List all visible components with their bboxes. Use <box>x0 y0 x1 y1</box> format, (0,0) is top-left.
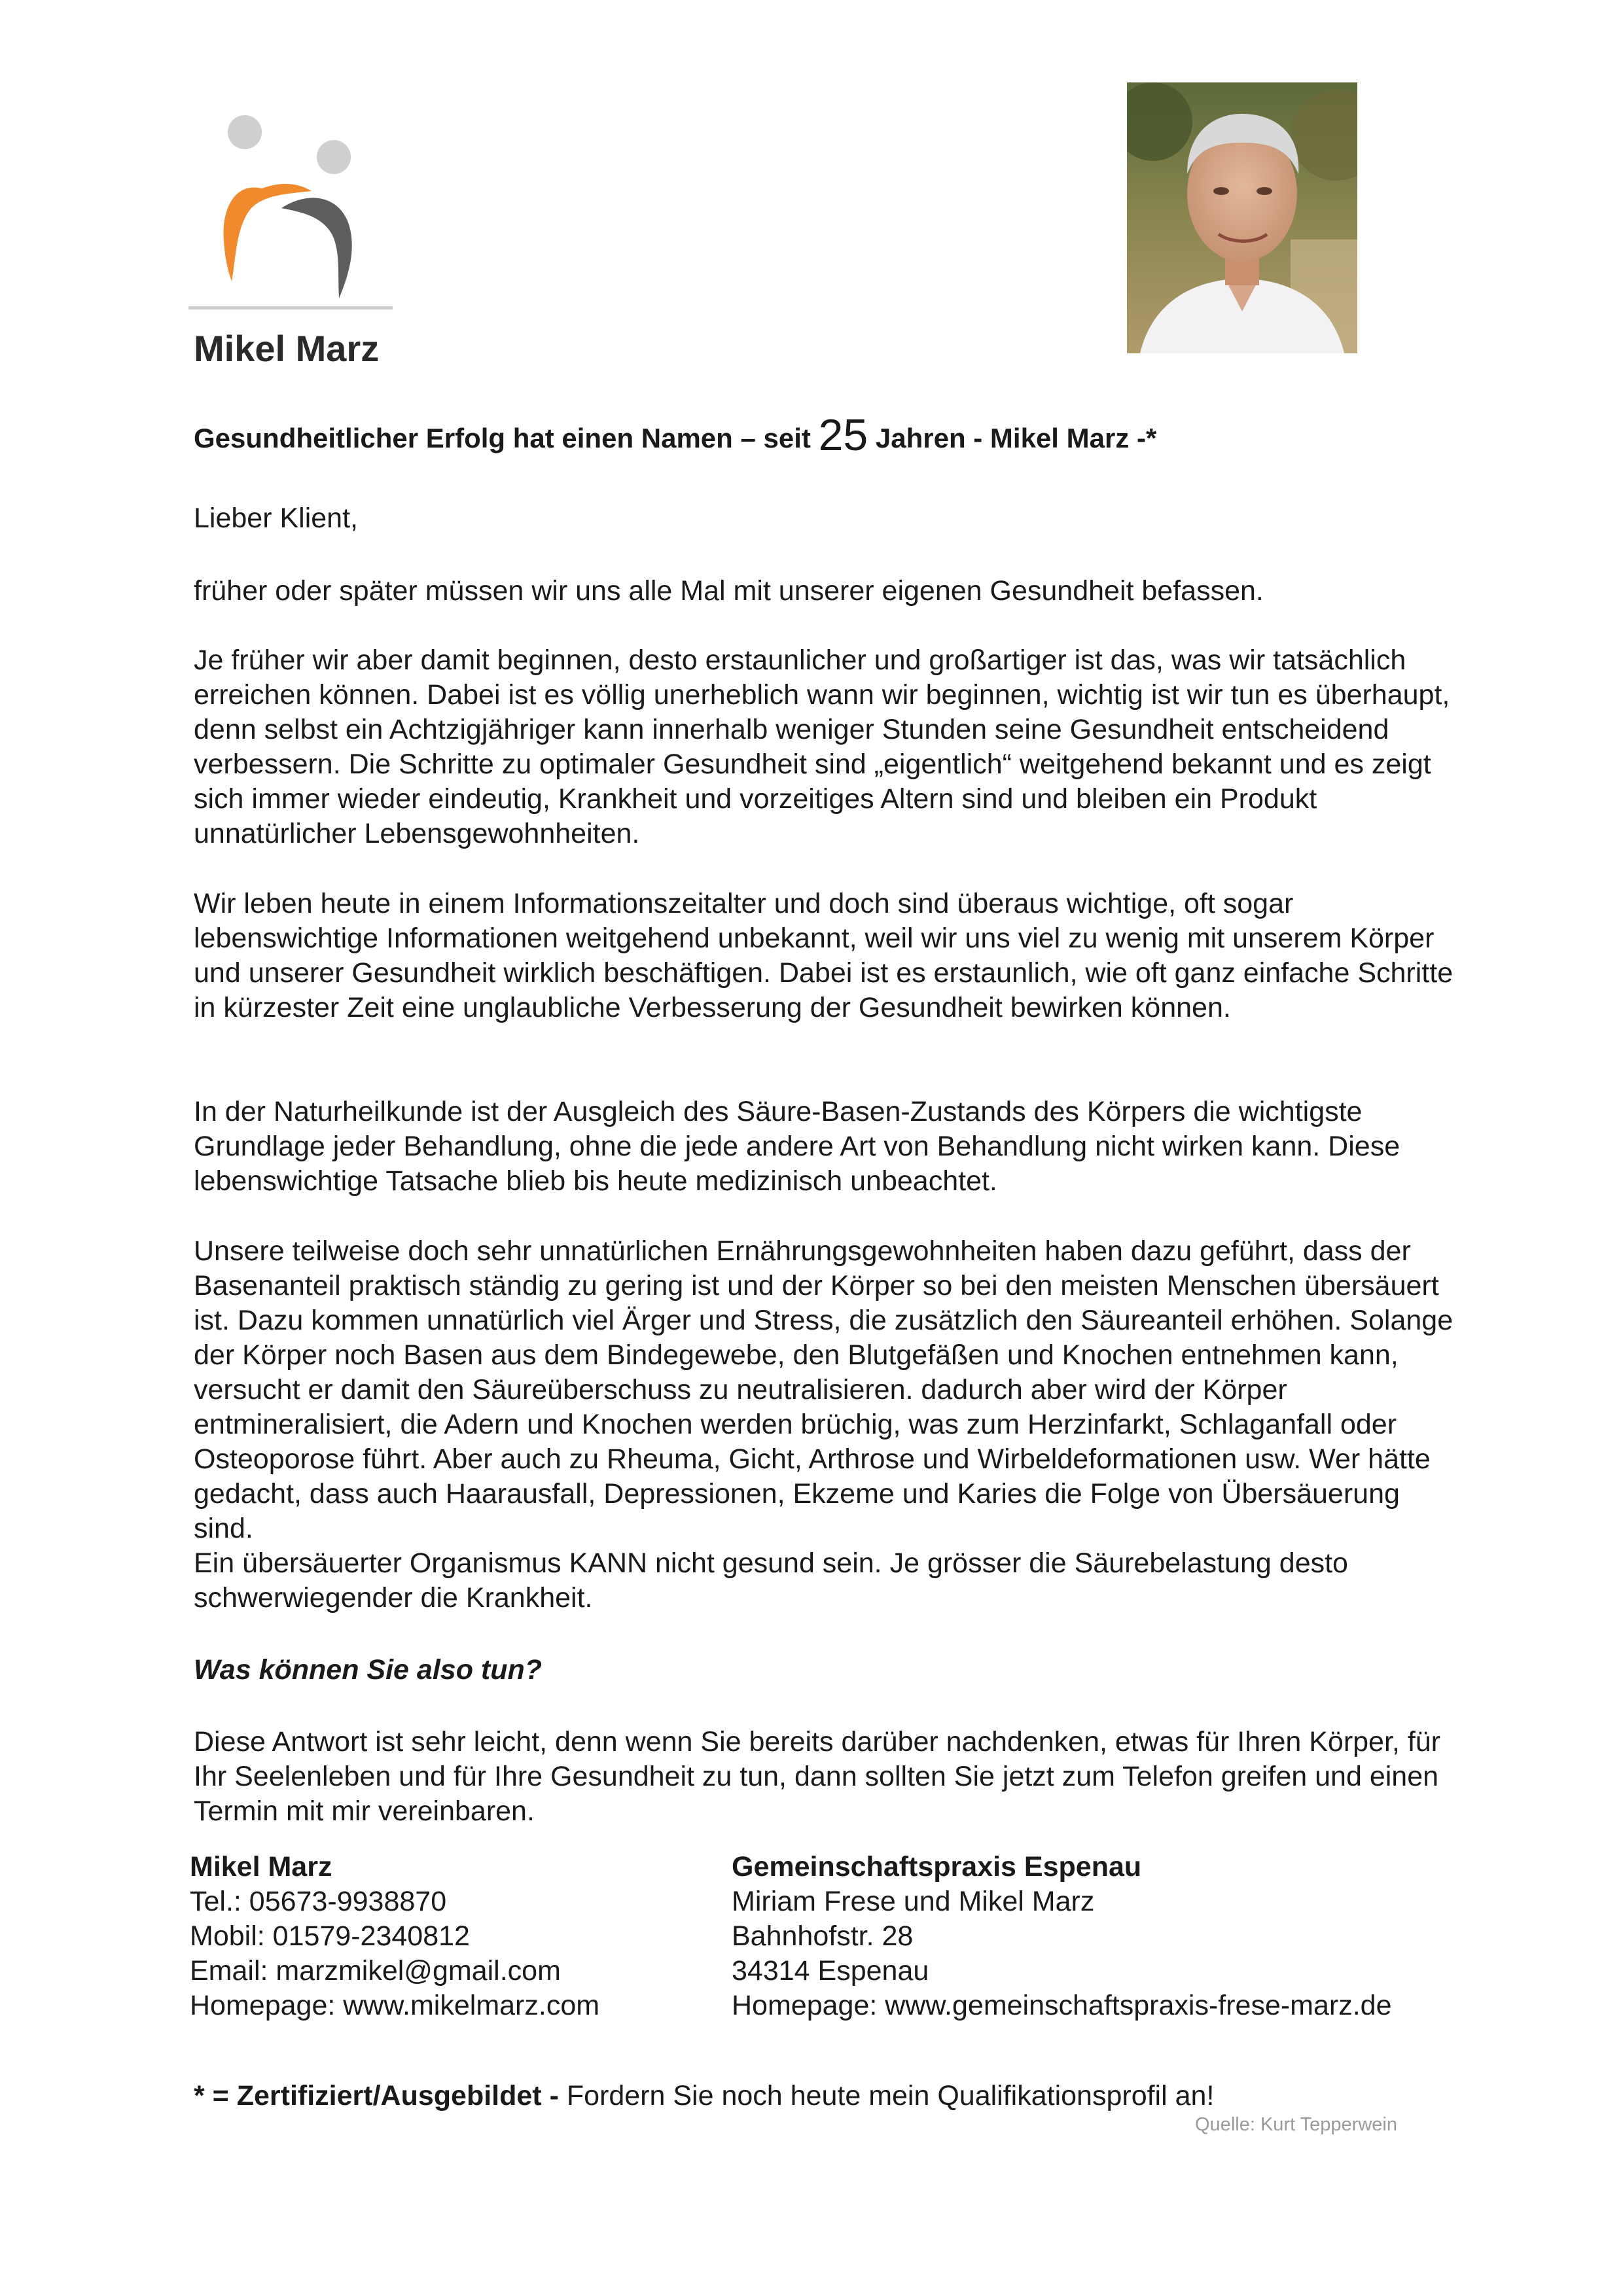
logo-head-left <box>228 115 262 149</box>
headline-text-end: Jahren - Mikel Marz -* <box>868 423 1157 453</box>
question-heading: Was können Sie also tun? <box>194 1654 543 1686</box>
paragraph: Ein übersäuerter Organismus KANN nicht gesund sein. Je grösser die Säurebelastung desto schwerwiegender die Krankheit. <box>194 1547 1348 1614</box>
answer-paragraph: Diese Antwort ist sehr leicht, denn wenn Sie bereits darüber nachdenken, etwas für Ihren Körper, für Ihr Seelenleben und für Ihre Gesundheit zu tun, dann sollten Sie jetzt zum Telefon greifen und einen Termin mit mir vereinbaren. <box>194 1726 1440 1827</box>
paragraph: Wir leben heute in einem Informationszeitalter und doch sind überaus wichtige, oft sogar lebenswichtige Informationen weitgehend unbekannt, weil wir uns viel zu wenig mit unserem Körper und unserer Gesundheit wirklich beschäftigen. Dabei ist es erstaunlich, wie oft ganz einfache Schritte in kürzester Zeit eine unglaubliche Verbesserung der Gesundheit bewirken können. <box>194 888 1454 1023</box>
practice-people: Miriam Frese und Mikel Marz <box>732 1886 1095 1917</box>
logo-figure-dark <box>281 198 352 298</box>
footer-cta: Fordern Sie noch heute mein Qualifikationsprofil an! <box>566 2080 1215 2111</box>
headline-years: 25 <box>818 410 868 460</box>
contact-mobile[interactable]: Mobil: 01579-2340812 <box>190 1920 470 1952</box>
logo-divider <box>188 306 393 309</box>
contact-right <box>732 1850 1392 2023</box>
practice-city: 34314 Espenau <box>732 1955 929 1987</box>
practice-name: Gemeinschaftspraxis Espenau <box>732 1851 1142 1882</box>
paragraph-group <box>194 1234 1457 1616</box>
paragraph: In der Naturheilkunde ist der Ausgleich des Säure-Basen-Zustands des Körpers die wichtigste Grundlage jeder Behandlung, ohne die jede andere Art von Behandlung nicht wirken kann. Diese lebenswichtige Tatsache blieb bis heute medizinisch unbeachtet. <box>194 1096 1400 1197</box>
source-note: Quelle: Kurt Tepperwein <box>1195 2114 1397 2135</box>
logo-head-right <box>317 140 351 174</box>
contact-email[interactable]: Email: marzmikel@gmail.com <box>190 1955 561 1987</box>
contact-left <box>190 1850 599 2023</box>
portrait-photo <box>1127 82 1357 353</box>
paragraph: früher oder später müssen wir uns alle Mal mit unserer eigenen Gesundheit befassen. <box>194 575 1264 607</box>
contact-name: Mikel Marz <box>190 1851 332 1882</box>
headline <box>194 410 1156 461</box>
practice-logo <box>183 110 393 313</box>
contact-phone[interactable]: Tel.: 05673-9938870 <box>190 1886 447 1917</box>
logo-figure-orange <box>224 184 312 281</box>
practice-street: Bahnhofstr. 28 <box>732 1920 914 1952</box>
paragraph: Unsere teilweise doch sehr unnatürlichen Ernährungsgewohnheiten haben dazu geführt, dass der Basenanteil praktisch ständig zu gering ist und der Körper so bei den meisten Menschen übersäuert ist. Dazu kommen unnatürlich viel Ärger und Stress, die zusätzlich den Säureanteil erhöhen. Solange der Körper noch Basen aus dem Bindegewebe, den Blutgefäßen und Knochen entnehmen kann, versucht er damit den Säureüberschuss zu neutralisieren. dadurch aber wird der Körper entmineralisiert, die Adern und Knochen werden brüchig, was zum Herzinfarkt, Schlaganfall oder Osteoporose führt. Aber auch zu Rheuma, Gicht, Arthrose und Wirbeldeformationen usw. Wer hätte gedacht, dass auch Haarausfall, Depressionen, Ekzeme und Karies die Folge von Übersäuerung sind. <box>194 1235 1454 1544</box>
paragraph: Je früher wir aber damit beginnen, desto erstaunlicher und großartiger ist das, was wir tatsächlich erreichen können. Dabei ist es völlig unerheblich wann wir beginnen, wichtig ist wir tun es überhaupt, denn selbst ein Achtzigjähriger kann innerhalb weniger Stunden seine Gesundheit entscheidend verbessern. Die Schritte zu optimaler Gesundheit sind „eigentlich“ weitgehend bekannt und es zeigt sich immer wieder eindeutig, Krankheit und vorzeitiges Altern sind und bleiben ein Produkt unnatürlicher Lebensgewohnheiten. <box>194 645 1450 849</box>
footer-note <box>194 2080 1214 2112</box>
footer-certified: * = Zertifiziert/Ausgebildet - <box>194 2080 567 2111</box>
header-name: Mikel Marz <box>194 328 380 369</box>
headline-text-start: Gesundheitlicher Erfolg hat einen Namen – seit <box>194 423 819 453</box>
practice-homepage[interactable]: Homepage: www.gemeinschaftspraxis-frese-marz.de <box>732 1990 1392 2021</box>
salutation: Lieber Klient, <box>194 503 358 534</box>
contact-homepage[interactable]: Homepage: www.mikelmarz.com <box>190 1990 600 2021</box>
